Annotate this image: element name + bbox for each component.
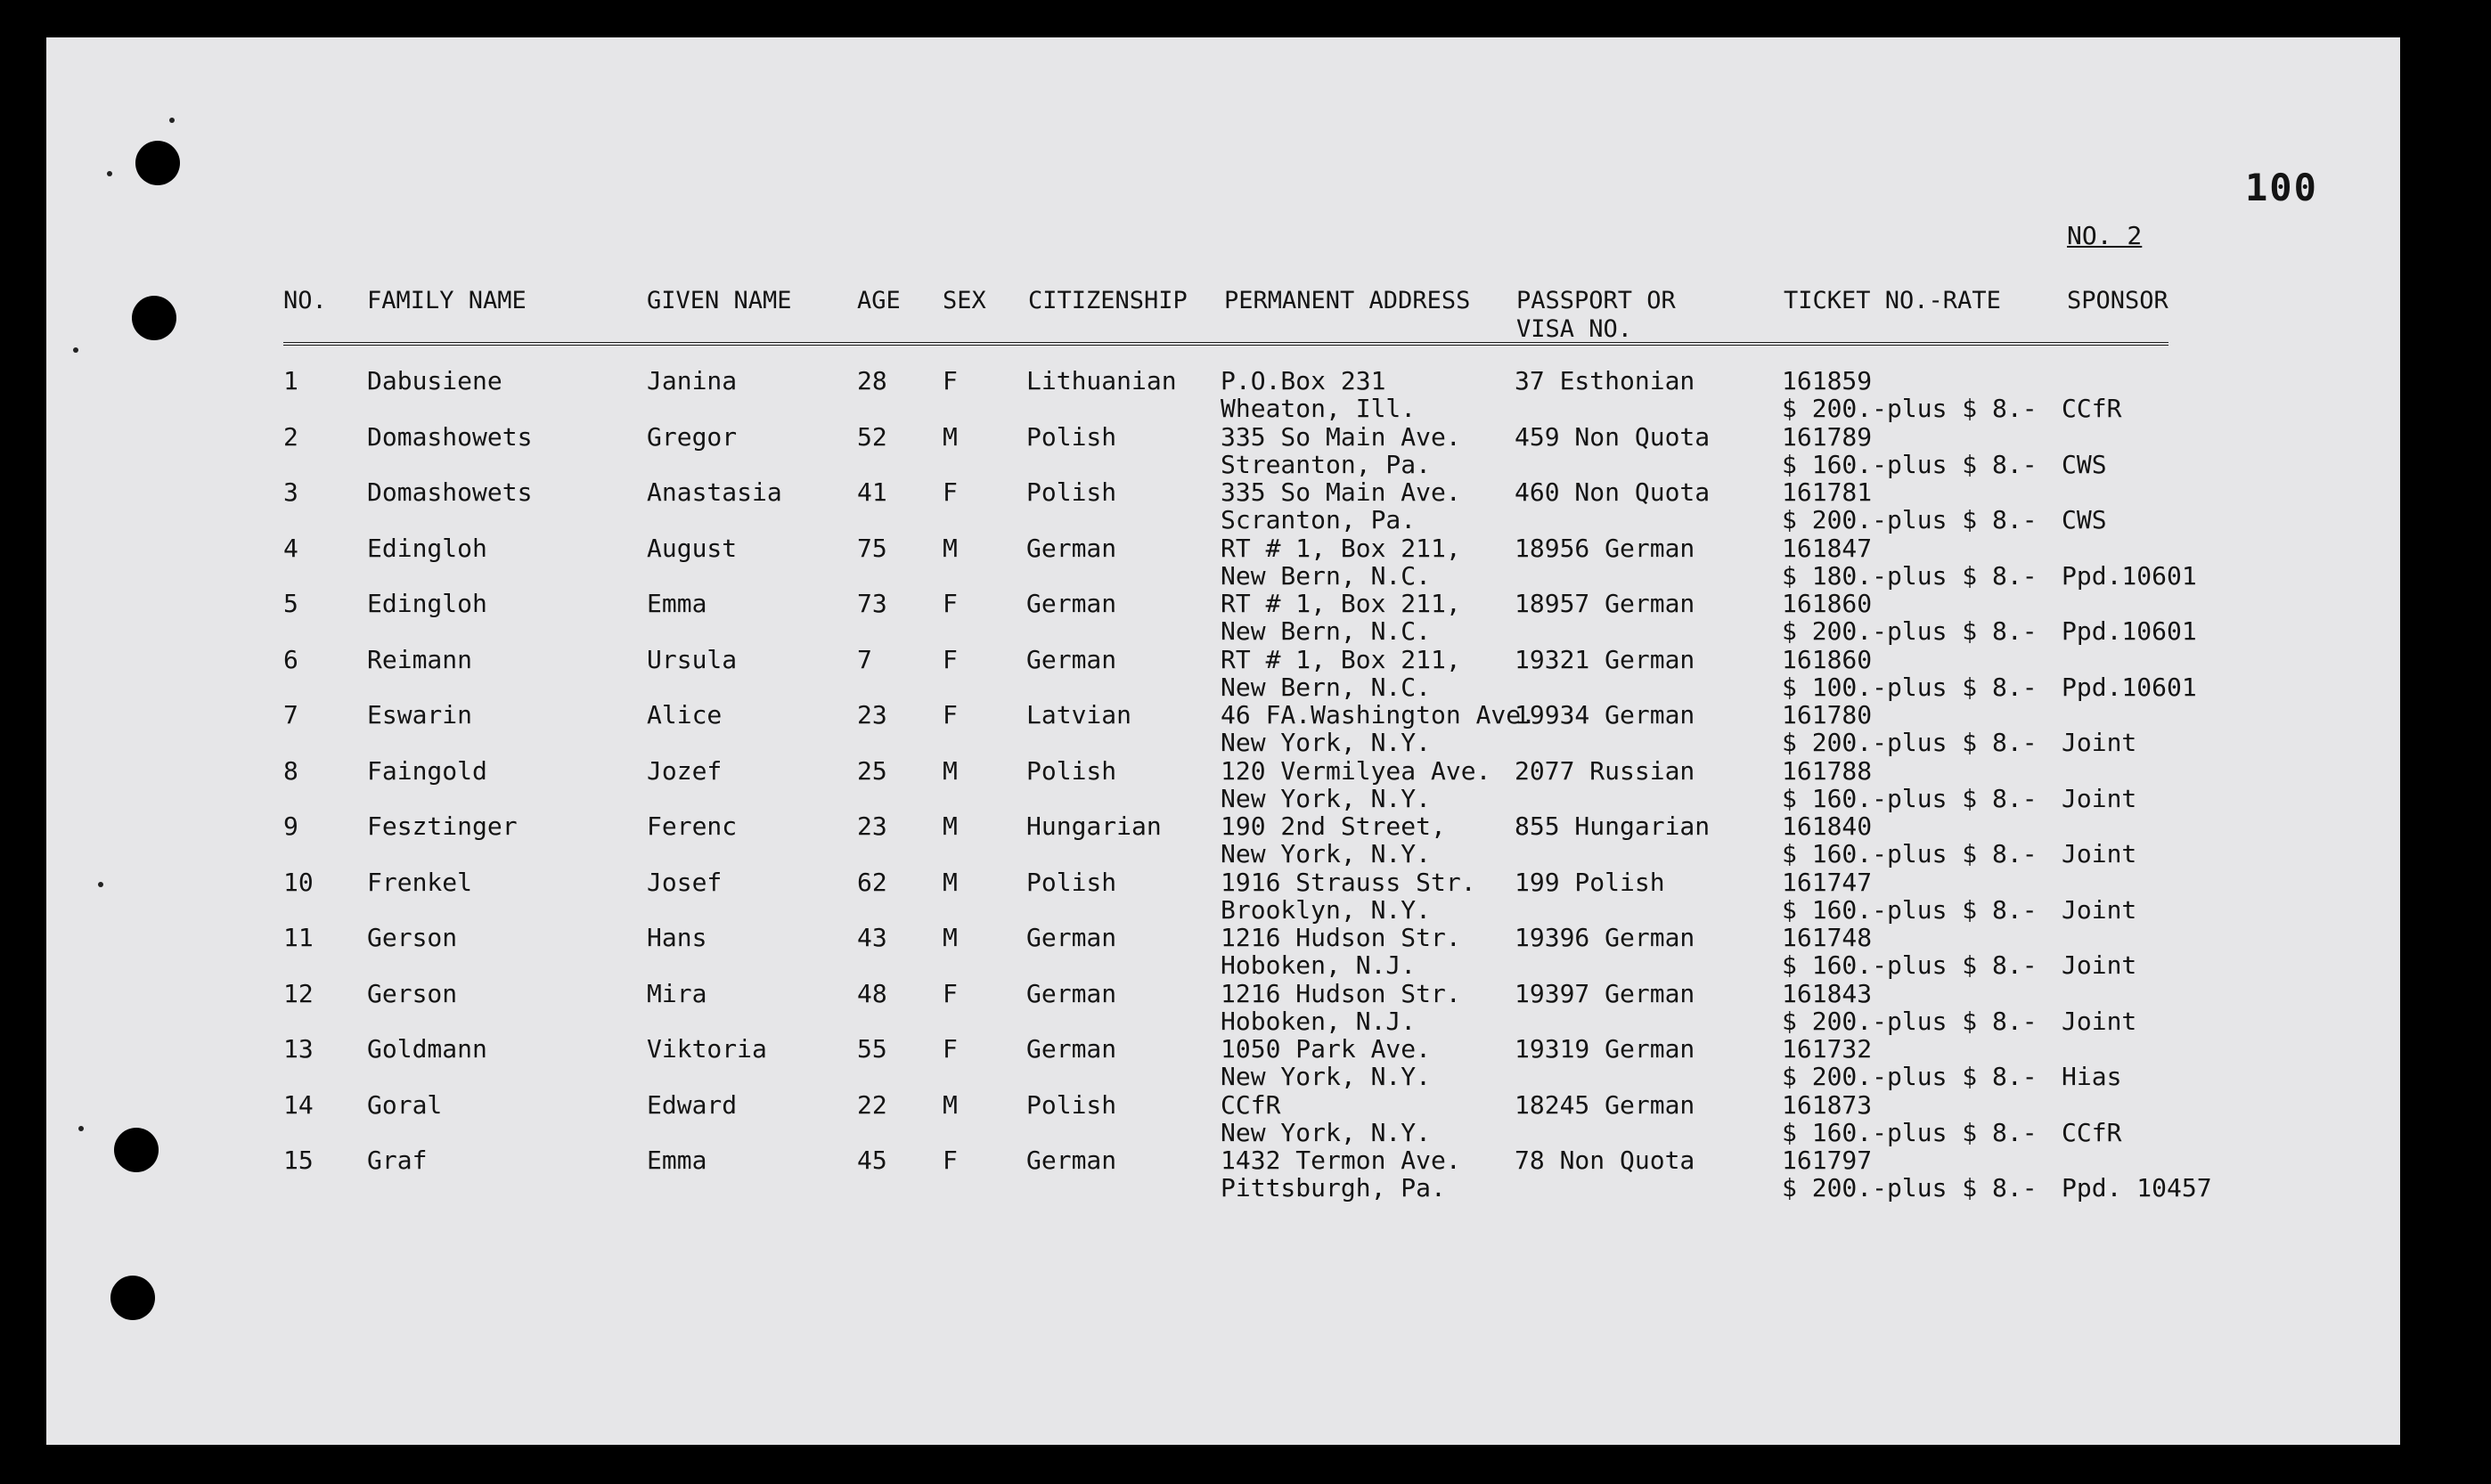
row-citizenship: Polish xyxy=(1026,755,1117,786)
row-ticket-no: 161860 xyxy=(1782,644,1873,674)
speck xyxy=(169,118,175,123)
row-citizenship: Hungarian xyxy=(1026,811,1162,841)
row-family-name: Goral xyxy=(367,1089,443,1120)
row-sponsor: CCfR xyxy=(2062,1117,2122,1147)
row-ticket-no: 161788 xyxy=(1782,755,1873,786)
page-number: 100 xyxy=(2245,166,2318,209)
row-rate: $ 200.-plus $ 8.- xyxy=(1782,1006,2038,1036)
row-age: 22 xyxy=(857,1089,887,1120)
row-address-line1: 190 2nd Street, xyxy=(1221,811,1446,841)
row-given-name: Anastasia xyxy=(647,477,782,507)
row-rate: $ 160.-plus $ 8.- xyxy=(1782,950,2038,980)
row-given-name: Ferenc xyxy=(647,811,738,841)
row-citizenship: Latvian xyxy=(1026,700,1132,730)
row-sponsor: Joint xyxy=(2062,950,2137,980)
row-age: 23 xyxy=(857,700,887,730)
table-row xyxy=(0,1091,2491,1146)
table-row xyxy=(0,812,2491,868)
row-given-name: Edward xyxy=(647,1089,738,1120)
table-row xyxy=(0,1146,2491,1202)
row-sex: M xyxy=(943,811,958,841)
row-address-line2: New York, N.Y. xyxy=(1221,839,1432,868)
table-row xyxy=(0,590,2491,645)
row-age: 28 xyxy=(857,366,887,395)
row-ticket-no: 161843 xyxy=(1782,978,1873,1008)
row-given-name: Janina xyxy=(647,366,738,395)
row-citizenship: German xyxy=(1026,589,1117,618)
table-row xyxy=(0,757,2491,812)
header-family-name: FAMILY NAME xyxy=(367,287,527,314)
row-passport: 78 Non Quota xyxy=(1515,1146,1695,1175)
table-row xyxy=(0,1035,2491,1090)
row-passport: 19319 German xyxy=(1515,1034,1695,1064)
row-address-line2: New Bern, N.C. xyxy=(1221,672,1432,702)
row-no: 8 xyxy=(283,755,298,786)
row-no: 9 xyxy=(283,811,298,841)
row-address-line2: New Bern, N.C. xyxy=(1221,616,1432,646)
row-address-line1: 1432 Termon Ave. xyxy=(1221,1146,1461,1175)
row-citizenship: German xyxy=(1026,923,1117,952)
row-ticket-no: 161780 xyxy=(1782,700,1873,730)
row-sex: F xyxy=(943,700,958,730)
row-sponsor: CCfR xyxy=(2062,394,2122,423)
row-age: 75 xyxy=(857,533,887,563)
row-rate: $ 200.-plus $ 8.- xyxy=(1782,728,2038,757)
row-sex: M xyxy=(943,923,958,952)
row-sex: M xyxy=(943,421,958,452)
row-passport: 19397 German xyxy=(1515,978,1695,1008)
row-citizenship: German xyxy=(1026,533,1117,563)
row-sponsor: Joint xyxy=(2062,894,2137,925)
row-sponsor: CWS xyxy=(2062,449,2107,479)
row-age: 73 xyxy=(857,589,887,618)
row-sex: M xyxy=(943,755,958,786)
row-given-name: Hans xyxy=(647,923,707,952)
row-address-line2: New York, N.Y. xyxy=(1221,783,1432,813)
row-address-line1: RT # 1, Box 211, xyxy=(1221,533,1461,563)
row-address-line1: P.O.Box 231 xyxy=(1221,366,1386,395)
row-address-line2: New Bern, N.C. xyxy=(1221,560,1432,591)
row-address-line2: New York, N.Y. xyxy=(1221,728,1432,757)
row-sex: F xyxy=(943,644,958,674)
row-rate: $ 160.-plus $ 8.- xyxy=(1782,894,2038,925)
row-rate: $ 160.-plus $ 8.- xyxy=(1782,1117,2038,1147)
header-ticket-rate: TICKET NO.-RATE xyxy=(1784,287,2001,314)
row-address-line2: Brooklyn, N.Y. xyxy=(1221,894,1432,925)
row-rate: $ 100.-plus $ 8.- xyxy=(1782,672,2038,702)
speck xyxy=(73,347,78,353)
row-age: 55 xyxy=(857,1034,887,1064)
row-family-name: Graf xyxy=(367,1146,428,1175)
row-sex: M xyxy=(943,1089,958,1120)
row-citizenship: Polish xyxy=(1026,867,1117,897)
row-address-line1: CCfR xyxy=(1221,1089,1281,1120)
row-address-line2: Wheaton, Ill. xyxy=(1221,394,1417,423)
row-rate: $ 200.-plus $ 8.- xyxy=(1782,505,2038,534)
row-passport: 18957 German xyxy=(1515,589,1695,618)
row-address-line1: 1050 Park Ave. xyxy=(1221,1034,1432,1064)
row-rate: $ 200.-plus $ 8.- xyxy=(1782,616,2038,646)
row-address-line1: 46 FA.Washington Ave. xyxy=(1221,700,1537,730)
row-no: 5 xyxy=(283,589,298,618)
row-given-name: Emma xyxy=(647,589,707,618)
row-no: 6 xyxy=(283,644,298,674)
row-sex: F xyxy=(943,1146,958,1175)
row-ticket-no: 161840 xyxy=(1782,811,1873,841)
row-no: 7 xyxy=(283,700,298,730)
table-row xyxy=(0,924,2491,979)
speck xyxy=(107,171,112,176)
row-given-name: Viktoria xyxy=(647,1034,767,1064)
row-passport: 459 Non Quota xyxy=(1515,421,1711,452)
row-ticket-no: 161789 xyxy=(1782,421,1873,452)
row-no: 1 xyxy=(283,366,298,395)
row-given-name: August xyxy=(647,533,738,563)
row-ticket-no: 161873 xyxy=(1782,1089,1873,1120)
row-age: 45 xyxy=(857,1146,887,1175)
row-citizenship: German xyxy=(1026,1034,1117,1064)
row-no: 4 xyxy=(283,533,298,563)
row-rate: $ 200.-plus $ 8.- xyxy=(1782,1173,2038,1203)
row-sex: F xyxy=(943,978,958,1008)
row-family-name: Gerson xyxy=(367,978,458,1008)
row-age: 7 xyxy=(857,644,872,674)
row-ticket-no: 161847 xyxy=(1782,533,1873,563)
row-given-name: Alice xyxy=(647,700,723,730)
header-given-name: GIVEN NAME xyxy=(647,287,792,314)
row-address-line1: 1216 Hudson Str. xyxy=(1221,978,1461,1008)
row-address-line2: Streanton, Pa. xyxy=(1221,449,1432,479)
row-sponsor: Ppd.10601 xyxy=(2062,672,2197,702)
row-ticket-no: 161748 xyxy=(1782,923,1873,952)
header-citizenship: CITIZENSHIP xyxy=(1028,287,1188,314)
row-family-name: Edingloh xyxy=(367,533,487,563)
row-rate: $ 200.-plus $ 8.- xyxy=(1782,394,2038,423)
row-age: 52 xyxy=(857,421,887,452)
sheet-number: NO. 2 xyxy=(2067,221,2143,250)
row-no: 3 xyxy=(283,477,298,507)
row-passport: 199 Polish xyxy=(1515,867,1665,897)
row-citizenship: Polish xyxy=(1026,1089,1117,1120)
row-address-line1: RT # 1, Box 211, xyxy=(1221,589,1461,618)
row-rate: $ 200.-plus $ 8.- xyxy=(1782,1062,2038,1091)
row-age: 62 xyxy=(857,867,887,897)
row-address-line2: New York, N.Y. xyxy=(1221,1062,1432,1091)
row-passport: 37 Esthonian xyxy=(1515,366,1695,395)
row-address-line1: 1216 Hudson Str. xyxy=(1221,923,1461,952)
row-address-line1: 120 Vermilyea Ave. xyxy=(1221,755,1491,786)
row-given-name: Gregor xyxy=(647,421,738,452)
row-citizenship: Polish xyxy=(1026,421,1117,452)
header-age: AGE xyxy=(857,287,901,314)
row-family-name: Dabusiene xyxy=(367,366,502,395)
row-no: 11 xyxy=(283,923,314,952)
table-row xyxy=(0,980,2491,1035)
row-given-name: Ursula xyxy=(647,644,738,674)
table-row xyxy=(0,423,2491,478)
row-passport: 460 Non Quota xyxy=(1515,477,1711,507)
punch-hole xyxy=(132,296,176,340)
row-sex: F xyxy=(943,1034,958,1064)
row-rate: $ 180.-plus $ 8.- xyxy=(1782,560,2038,591)
row-family-name: Faingold xyxy=(367,755,487,786)
row-sponsor: CWS xyxy=(2062,505,2107,534)
row-no: 13 xyxy=(283,1034,314,1064)
row-family-name: Goldmann xyxy=(367,1034,487,1064)
punch-hole xyxy=(110,1276,155,1320)
row-ticket-no: 161732 xyxy=(1782,1034,1873,1064)
header-rule xyxy=(283,342,2168,346)
table-row xyxy=(0,478,2491,534)
header-no: NO. xyxy=(283,287,327,314)
row-given-name: Emma xyxy=(647,1146,707,1175)
row-age: 43 xyxy=(857,923,887,952)
row-passport: 19934 German xyxy=(1515,700,1695,730)
row-family-name: Eswarin xyxy=(367,700,473,730)
row-citizenship: Polish xyxy=(1026,477,1117,507)
row-sex: F xyxy=(943,589,958,618)
row-address-line1: 335 So Main Ave. xyxy=(1221,421,1461,452)
row-no: 2 xyxy=(283,421,298,452)
table-row xyxy=(0,701,2491,756)
row-no: 14 xyxy=(283,1089,314,1120)
row-passport: 19321 German xyxy=(1515,644,1695,674)
row-ticket-no: 161797 xyxy=(1782,1146,1873,1175)
row-passport: 18245 German xyxy=(1515,1089,1695,1120)
row-age: 41 xyxy=(857,477,887,507)
row-sex: M xyxy=(943,533,958,563)
row-rate: $ 160.-plus $ 8.- xyxy=(1782,783,2038,813)
row-given-name: Josef xyxy=(647,867,723,897)
header-sex: SEX xyxy=(943,287,986,314)
row-sex: F xyxy=(943,477,958,507)
row-citizenship: Lithuanian xyxy=(1026,366,1177,395)
row-passport: 855 Hungarian xyxy=(1515,811,1711,841)
table-row xyxy=(0,646,2491,701)
header-passport: PASSPORT OR xyxy=(1516,287,1676,314)
header-permanent-address: PERMANENT ADDRESS xyxy=(1224,287,1471,314)
row-address-line1: 335 So Main Ave. xyxy=(1221,477,1461,507)
row-age: 48 xyxy=(857,978,887,1008)
header-sponsor: SPONSOR xyxy=(2067,287,2168,314)
row-ticket-no: 161859 xyxy=(1782,366,1873,395)
row-sponsor: Ppd.10601 xyxy=(2062,616,2197,646)
row-age: 23 xyxy=(857,811,887,841)
row-sponsor: Hias xyxy=(2062,1062,2122,1091)
row-sponsor: Joint xyxy=(2062,1006,2137,1036)
row-family-name: Reimann xyxy=(367,644,473,674)
row-family-name: Fesztinger xyxy=(367,811,518,841)
row-address-line1: RT # 1, Box 211, xyxy=(1221,644,1461,674)
row-family-name: Domashowets xyxy=(367,477,533,507)
row-sex: M xyxy=(943,867,958,897)
row-ticket-no: 161860 xyxy=(1782,589,1873,618)
row-given-name: Mira xyxy=(647,978,707,1008)
punch-hole xyxy=(135,141,180,185)
row-address-line2: New York, N.Y. xyxy=(1221,1117,1432,1147)
row-citizenship: German xyxy=(1026,978,1117,1008)
row-no: 10 xyxy=(283,867,314,897)
row-rate: $ 160.-plus $ 8.- xyxy=(1782,839,2038,868)
row-rate: $ 160.-plus $ 8.- xyxy=(1782,449,2038,479)
row-age: 25 xyxy=(857,755,887,786)
table-row xyxy=(0,868,2491,924)
row-citizenship: German xyxy=(1026,644,1117,674)
table-row xyxy=(0,367,2491,422)
header-visa-no: VISA NO. xyxy=(1516,315,1633,343)
row-address-line1: 1916 Strauss Str. xyxy=(1221,867,1476,897)
table-row xyxy=(0,534,2491,590)
row-sponsor: Joint xyxy=(2062,728,2137,757)
row-sponsor: Joint xyxy=(2062,839,2137,868)
row-passport: 2077 Russian xyxy=(1515,755,1695,786)
row-citizenship: German xyxy=(1026,1146,1117,1175)
row-address-line2: Scranton, Pa. xyxy=(1221,505,1417,534)
row-family-name: Edingloh xyxy=(367,589,487,618)
row-ticket-no: 161781 xyxy=(1782,477,1873,507)
row-address-line2: Hoboken, N.J. xyxy=(1221,950,1417,980)
row-passport: 19396 German xyxy=(1515,923,1695,952)
row-no: 12 xyxy=(283,978,314,1008)
row-no: 15 xyxy=(283,1146,314,1175)
row-family-name: Gerson xyxy=(367,923,458,952)
row-sponsor: Ppd.10601 xyxy=(2062,560,2197,591)
row-family-name: Domashowets xyxy=(367,421,533,452)
row-ticket-no: 161747 xyxy=(1782,867,1873,897)
row-sponsor: Ppd. 10457 xyxy=(2062,1173,2212,1203)
row-family-name: Frenkel xyxy=(367,867,473,897)
row-address-line2: Pittsburgh, Pa. xyxy=(1221,1173,1446,1203)
row-given-name: Jozef xyxy=(647,755,723,786)
row-sex: F xyxy=(943,366,958,395)
row-sponsor: Joint xyxy=(2062,783,2137,813)
row-passport: 18956 German xyxy=(1515,533,1695,563)
row-address-line2: Hoboken, N.J. xyxy=(1221,1006,1417,1036)
